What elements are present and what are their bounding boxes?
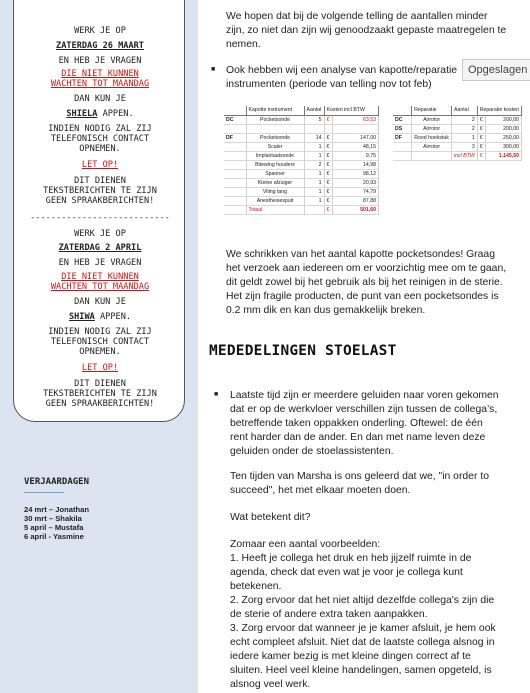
para1-line: geluiden onder de stoelassistenten. [230, 446, 394, 457]
table-cell: € [324, 196, 332, 205]
broken-instruments-table [224, 106, 379, 215]
broken-instruments-body [224, 115, 379, 205]
table-cell: Implantaatsonde [246, 151, 304, 160]
table-total-label: incl BTW [452, 151, 478, 160]
after-table-line: We schrikken van het aantal kapotte pocketsondes! Graag [226, 249, 495, 260]
table-cell: 2 [452, 115, 478, 124]
para2-line: succeed", het met elkaar moeten doen. [230, 485, 411, 496]
notice-date: ZATERDAG 26 MAART [56, 41, 144, 51]
table-cell: 1 [452, 133, 478, 142]
table-cell: € [477, 142, 485, 151]
notice-nodig-2-2: TELEFONISCH CONTACT [50, 337, 150, 347]
table-cell: € [477, 133, 485, 142]
examples-line: 2. Zorg ervoor dat het niet altijd dezelfde collega's zijn die [230, 595, 495, 606]
table-cell [412, 151, 452, 160]
table-cell: 14,98 [332, 160, 379, 169]
table-cell: € [477, 124, 485, 133]
table-row [224, 151, 379, 160]
notice-nodig-1: INDIEN NODIG ZAL ZIJ [48, 124, 152, 134]
notice-dienen-1: DIT DIENEN [74, 176, 126, 186]
notice-werk-je-op: WERK JE OP [74, 26, 126, 36]
notice-vragen: EN HEB JE VRAGEN [58, 56, 142, 66]
section-heading: MEDEDELINGEN STOELAST [209, 343, 397, 359]
table-cell: DS [393, 124, 412, 133]
table-cell: 1 [304, 151, 324, 160]
table-cell: € [324, 187, 332, 196]
table-cell [224, 169, 246, 178]
table-total-row [393, 151, 522, 160]
table-row [224, 115, 379, 124]
table-cell [332, 124, 379, 133]
table-cell: Pocketsonde [246, 133, 304, 142]
notice-nodig-3: OPNEMEN. [79, 144, 121, 154]
table-total-value: 1.145,50 [485, 151, 521, 160]
table-cell: Scaler [246, 142, 304, 151]
table-cell: 14 [304, 133, 324, 142]
para1-line: betreffende taken oppakken onderling. Oftewel: de één [230, 418, 483, 429]
birthday-item: 30 mrt – Shakila [24, 514, 82, 523]
table-cell: 2 [304, 160, 324, 169]
table-cell [224, 151, 246, 160]
notice-let-op: LET OP! [81, 160, 119, 170]
table-cell: 5 [304, 115, 324, 124]
table-row [393, 124, 522, 133]
birthdays-title: VERJAARDAGEN [24, 477, 90, 487]
notice-dienen-2-2: TEKSTBERICHTEN TE ZIJN [43, 389, 157, 399]
table-cell: Airrotor [412, 142, 452, 151]
analysis-line: instrumenten (periode van telling nov tot feb) [226, 79, 432, 90]
table-cell [393, 151, 412, 160]
birthdays-divider [24, 492, 64, 493]
table-header-cell: Aantal [304, 106, 324, 115]
table-cell: Anesthesiespuit [246, 196, 304, 205]
table-cell: 9,75 [332, 151, 379, 160]
intro-line: We hopen dat bij de volgende telling de aantallen minder [226, 11, 488, 22]
notice-dan-kun-je: DAN KUN JE [74, 94, 126, 104]
notice-nodig-1-2: INDIEN NODIG ZAL ZIJ [48, 327, 152, 337]
table-cell: Spanner [246, 169, 304, 178]
intro-line: nemen. [226, 39, 261, 50]
table-cell: Airrotor [412, 115, 452, 124]
table-total-currency: € [324, 205, 332, 214]
birthday-item: 24 mrt – Jonathan [24, 505, 89, 514]
table-cell: € [324, 178, 332, 187]
table-row [393, 115, 522, 124]
notice-werk-je-op-2: WERK JE OP [74, 229, 126, 239]
table-total-value: 501,60 [332, 205, 379, 214]
table-total-label: Totaal [246, 205, 304, 214]
examples-line: betekenen. [230, 581, 282, 592]
notice-dienen-2: TEKSTBERICHTEN TE ZIJN [43, 186, 157, 196]
table-row [224, 160, 379, 169]
table-cell: € [477, 115, 485, 124]
table-header-cell: Aantal [452, 106, 478, 115]
birthday-item: 6 april - Yasmine [24, 532, 84, 541]
notice-dienen-3-2: GEEN SPRAAKBERICHTEN! [45, 399, 155, 409]
table-total-row [224, 205, 379, 214]
table-cell [224, 160, 246, 169]
table-cell: 98,12 [332, 169, 379, 178]
table-total-currency: € [477, 151, 485, 160]
table-cell [224, 187, 246, 196]
analysis-line: Ook hebben wij een analyse van kapotte/reparatie [226, 65, 458, 76]
table-cell: 200,00 [485, 115, 521, 124]
table-cell [224, 196, 246, 205]
table-cell [224, 142, 246, 151]
notice-separator: --------------------------- [30, 213, 170, 223]
notice-dan-kun-je-2: DAN KUN JE [74, 297, 126, 307]
table-cell: 147,00 [332, 133, 379, 142]
table-cell: € [324, 151, 332, 160]
examples-line: Zomaar een aantal voorbeelden: [230, 539, 381, 550]
table-cell [224, 124, 246, 133]
examples-line: sluiten. Heel veel kleine handelingen, samen opgeteld, is [230, 665, 492, 676]
table-header-cell: Kosten incl BTW [324, 106, 379, 115]
notice-app-contact-2: SHIWA APPEN. [68, 312, 132, 322]
notice-red-line-1: DIE NIET KUNNEN [61, 69, 139, 79]
after-table-line: Het zijn fragile producten, de punt van een pocketsondes is [226, 291, 499, 302]
examples-line: echt compleet afsluit. Niet dat de laatste collega alsnog in [230, 637, 495, 648]
examples-line: alsnog veel werk. [230, 679, 311, 690]
table-cell: € [324, 142, 332, 151]
notice-red-line-2: WACHTEN TOT MAANDAG [50, 79, 150, 89]
table-cell: Airrotor [412, 124, 452, 133]
table-row [224, 196, 379, 205]
table-cell [393, 142, 412, 151]
table-cell: 3 [452, 142, 478, 151]
intro-line: zijn, zo niet dan zijn wij genoodzaakt gepaste maatregelen te [226, 25, 507, 36]
examples-line: de sterie of andere extra taken aanpakken. [230, 609, 428, 620]
para1-line: dat er op de werkvloer verschillen zijn tussen de collega’s, [230, 404, 498, 415]
after-table-line: dit geldt zowel bij het gebruik als bij het reinigen in de sterie. [226, 277, 503, 288]
table-cell: € [324, 169, 332, 178]
table-row [224, 169, 379, 178]
table-cell: Bitewing houders [246, 160, 304, 169]
table-header-row [224, 106, 379, 115]
notice-app-contact: SHIELA APPEN. [66, 109, 134, 119]
table-cell [304, 205, 324, 214]
table-cell: 1 [304, 169, 324, 178]
table-cell: 74,79 [332, 187, 379, 196]
table-row [393, 142, 522, 151]
table-cell: 300,00 [485, 142, 521, 151]
sidebar [0, 0, 198, 693]
table-row [224, 133, 379, 142]
table-header-cell: Reparatie kosten [477, 106, 521, 115]
table-cell [224, 205, 246, 214]
repairs-body [393, 115, 522, 151]
table-cell: 20,93 [332, 178, 379, 187]
table-cell: DF [393, 133, 412, 142]
para2-line: Ten tijden van Marsha is ons geleerd dat we, "in order to [230, 471, 489, 482]
table-cell: 48,15 [332, 142, 379, 151]
para1-line: Laatste tijd zijn er meerdere geluiden naar voren gekomen [230, 390, 499, 401]
notice-red-line-1-2: DIE NIET KUNNEN [61, 272, 139, 282]
table-row [224, 124, 379, 133]
table-cell: 63,53 [332, 115, 379, 124]
table-row [224, 178, 379, 187]
bullet-icon: ■ [211, 66, 216, 73]
bullet-icon: ■ [214, 391, 219, 398]
table-header-row [393, 106, 522, 115]
table-cell: Pocketsonde [246, 115, 304, 124]
examples-line: 1. Heeft je collega het druk en heb jijzelf ruimte in de [230, 553, 472, 564]
table-row [224, 187, 379, 196]
table-cell: 1 [304, 142, 324, 151]
after-table-line: 0.2 mm dik en kan dus gemakkelijk breken. [226, 305, 426, 316]
table-cell: DC [224, 115, 246, 124]
table-cell [324, 124, 332, 133]
notice-nodig-3-2: OPNEMEN. [79, 347, 121, 357]
table-cell: Rood hoekstuk [412, 133, 452, 142]
table-cell: DF [224, 133, 246, 142]
table-cell: Viling tang [246, 187, 304, 196]
table-header-cell: Kapotte instrument [246, 106, 304, 115]
table-cell [304, 124, 324, 133]
examples-line: iedere kamer bezig is met kleine dingen correct af te [230, 651, 471, 662]
table-header-cell: Reparatie [412, 106, 452, 115]
table-row [393, 133, 522, 142]
table-cell: 2 [452, 124, 478, 133]
table-cell: DC [393, 115, 412, 124]
table-cell: 250,00 [485, 133, 521, 142]
notice-let-op-2: LET OP! [81, 363, 119, 373]
para1-line: rent harder dan de ander. En dan met name leven deze [230, 432, 486, 443]
table-cell: € [324, 115, 332, 124]
repairs-table [393, 106, 522, 161]
table-header-cell [224, 106, 246, 115]
after-table-line: het verzoek aan iedereen om er voorzichtig mee om te gaan, [226, 263, 507, 274]
table-header-cell [393, 106, 412, 115]
table-row [224, 142, 379, 151]
table-cell: 1 [304, 187, 324, 196]
notice-dienen-1-2: DIT DIENEN [74, 379, 126, 389]
notice-nodig-2: TELEFONISCH CONTACT [50, 134, 150, 144]
table-cell: € [324, 133, 332, 142]
table-cell: 1 [304, 196, 324, 205]
notice-red-line-2-2: WACHTEN TOT MAANDAG [50, 282, 150, 292]
table-cell [246, 124, 304, 133]
birthday-item: 5 april – Mustafa [24, 523, 84, 532]
table-cell: € [324, 160, 332, 169]
examples-line: agenda, check dat even wat je voor je collega kunt [230, 567, 463, 578]
table-cell: Kleine afzuiger [246, 178, 304, 187]
examples-line: 3. Zorg ervoor dat wanneer je je kamer afsluit, je hem ook [230, 623, 496, 634]
table-cell: 1 [304, 178, 324, 187]
table-cell: 200,00 [485, 124, 521, 133]
notice-date-2: ZATERDAG 2 APRIL [58, 243, 142, 253]
saved-status-tooltip: Opgeslagen [462, 59, 530, 81]
question-line: Wat betekent dit? [230, 512, 311, 523]
table-cell: 87,88 [332, 196, 379, 205]
notice-dienen-3: GEEN SPRAAKBERICHTEN! [45, 196, 155, 206]
notice-vragen-2: EN HEB JE VRAGEN [58, 258, 142, 268]
table-cell [224, 178, 246, 187]
notice-box [13, 0, 185, 422]
